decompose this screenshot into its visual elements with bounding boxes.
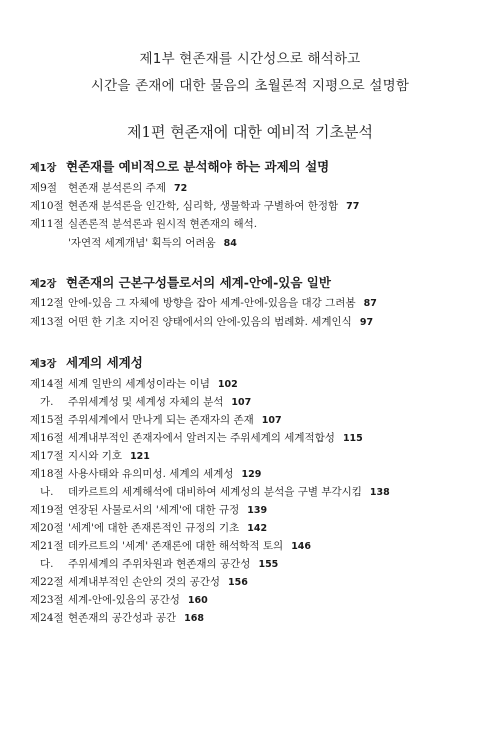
section-title: 지시와 기호 bbox=[68, 450, 123, 462]
page-number: 139 bbox=[247, 505, 268, 516]
page-number: 156 bbox=[228, 577, 248, 588]
toc-entry bbox=[30, 521, 267, 536]
chapter-number: 제1장 bbox=[30, 163, 57, 174]
section-number: 제19절 bbox=[30, 504, 64, 516]
part-heading-line1: 제1부 현존재를 시간성으로 해석하고 bbox=[139, 51, 361, 67]
toc-entry bbox=[30, 467, 261, 482]
section-number: 제21절 bbox=[30, 540, 64, 552]
section-title: 데카르트의 '세계' 존재론에 대한 해석학적 토의 bbox=[68, 540, 284, 552]
section-number: 제20절 bbox=[30, 522, 64, 534]
section-number: 제23절 bbox=[30, 594, 64, 606]
toc-entry bbox=[30, 296, 377, 311]
toc-entry bbox=[30, 557, 278, 572]
page-number: 87 bbox=[363, 298, 377, 309]
section-number: 제18절 bbox=[30, 468, 64, 480]
page-number: 155 bbox=[258, 559, 279, 570]
section-number: 제16절 bbox=[30, 432, 64, 444]
section-number: 가. bbox=[40, 396, 54, 408]
section-title: 실존론적 분석론과 원시적 현존재의 해석. bbox=[68, 218, 258, 230]
toc-entry bbox=[30, 593, 208, 608]
page-number: 84 bbox=[223, 238, 237, 249]
section-number: 제14절 bbox=[30, 378, 64, 390]
section-title: 세계내부적인 존재자에서 알려지는 주위세계의 세계적합성 bbox=[68, 432, 335, 444]
toc-entry bbox=[30, 315, 373, 330]
toc-entry bbox=[30, 611, 204, 626]
section-title: 현존재의 공간성과 공간 bbox=[68, 612, 177, 624]
section-title: 주위세계성 및 세계성 자체의 분석 bbox=[68, 396, 224, 408]
chapter-heading bbox=[30, 272, 331, 291]
toc-entry-continuation bbox=[68, 235, 237, 250]
toc-entry bbox=[30, 217, 257, 231]
toc-entry bbox=[30, 449, 150, 464]
toc-entry bbox=[30, 539, 311, 554]
section-title: 어떤 한 기초 지어진 양태에서의 안에-있음의 범례화. 세계인식 bbox=[68, 316, 352, 328]
section-title: 사용사태와 유의미성. 세계의 세계성 bbox=[68, 468, 234, 480]
part-heading-line2: 시간을 존재에 대한 물음의 초월론적 지평으로 설명함 bbox=[90, 78, 410, 94]
section-title: 현존재 분석론의 주제 bbox=[68, 182, 166, 194]
section-number: 제24절 bbox=[30, 612, 64, 624]
section-title: 주위세계의 주위차원과 현존재의 공간성 bbox=[68, 558, 251, 570]
section-title: 주위세계에서 만나게 되는 존재자의 존재 bbox=[68, 414, 254, 426]
section-title: 데카르트의 세계해석에 대비하여 세계성의 분석을 구별 부각시킴 bbox=[68, 486, 362, 498]
section-title: 안에-있음 그 자체에 방향을 잡아 세계-안에-있음을 대강 그려봄 bbox=[68, 297, 356, 309]
toc-entry bbox=[30, 485, 390, 500]
section-number: 제10절 bbox=[30, 200, 64, 212]
toc-entry bbox=[30, 431, 363, 446]
section-title: 연장된 사물로서의 '세계'에 대한 규정 bbox=[68, 504, 240, 516]
page-number: 142 bbox=[247, 523, 268, 534]
toc-entry bbox=[30, 503, 267, 518]
page-number: 107 bbox=[261, 415, 282, 426]
toc-entry bbox=[30, 575, 248, 590]
chapter-title: 현존재의 근본구성틀로서의 세계-안에-있음 일반 bbox=[66, 275, 331, 290]
section-number: 제17절 bbox=[30, 450, 64, 462]
page-number: 160 bbox=[187, 595, 208, 606]
page-number: 138 bbox=[369, 487, 390, 498]
section-title-cont: '자연적 세계개념' 획득의 어려움 bbox=[68, 237, 216, 249]
toc-entry bbox=[30, 377, 238, 392]
page-number: 146 bbox=[291, 541, 312, 552]
page-number: 168 bbox=[184, 613, 204, 624]
section-number: 제15절 bbox=[30, 414, 64, 426]
chapter-title: 세계의 세계성 bbox=[66, 355, 143, 370]
section-number: 제13절 bbox=[30, 316, 64, 328]
section-number: 제22절 bbox=[30, 576, 64, 588]
chapter-number: 제3장 bbox=[30, 359, 57, 370]
page-number: 97 bbox=[359, 317, 374, 328]
page-number: 102 bbox=[217, 379, 238, 390]
section-title: 세계내부적인 손안의 것의 공간성 bbox=[68, 576, 221, 588]
section-number: 나. bbox=[40, 486, 54, 498]
page-number: 77 bbox=[346, 201, 360, 212]
toc-entry bbox=[30, 395, 251, 410]
section-title: '세계'에 대한 존재론적인 규정의 기초 bbox=[68, 522, 240, 534]
chapter-heading bbox=[30, 352, 143, 371]
section-title: 세계-안에-있음의 공간성 bbox=[68, 594, 180, 606]
toc-entry bbox=[30, 181, 187, 196]
toc-entry bbox=[30, 413, 282, 428]
toc-entry bbox=[30, 199, 359, 214]
page-number: 115 bbox=[342, 433, 363, 444]
chapter-title: 현존재를 예비적으로 분석해야 하는 과제의 설명 bbox=[66, 159, 330, 174]
section-number: 제11절 bbox=[30, 218, 64, 230]
page-number: 121 bbox=[130, 451, 150, 462]
chapter-heading bbox=[30, 156, 329, 175]
section-number: 제9절 bbox=[30, 182, 57, 194]
page-number: 129 bbox=[241, 469, 262, 480]
chapter-number: 제2장 bbox=[30, 279, 57, 290]
section-number: 제12절 bbox=[30, 297, 64, 309]
page-number: 107 bbox=[231, 397, 252, 408]
section-title: 세계 일반의 세계성이라는 이념 bbox=[68, 378, 210, 390]
section-number: 다. bbox=[40, 558, 54, 570]
division-title: 제1편 현존재에 대한 예비적 기초분석 bbox=[127, 123, 373, 141]
page-number: 72 bbox=[173, 183, 188, 194]
section-title: 현존재 분석론을 인간학, 심리학, 생물학과 구별하여 한정함 bbox=[68, 200, 339, 212]
